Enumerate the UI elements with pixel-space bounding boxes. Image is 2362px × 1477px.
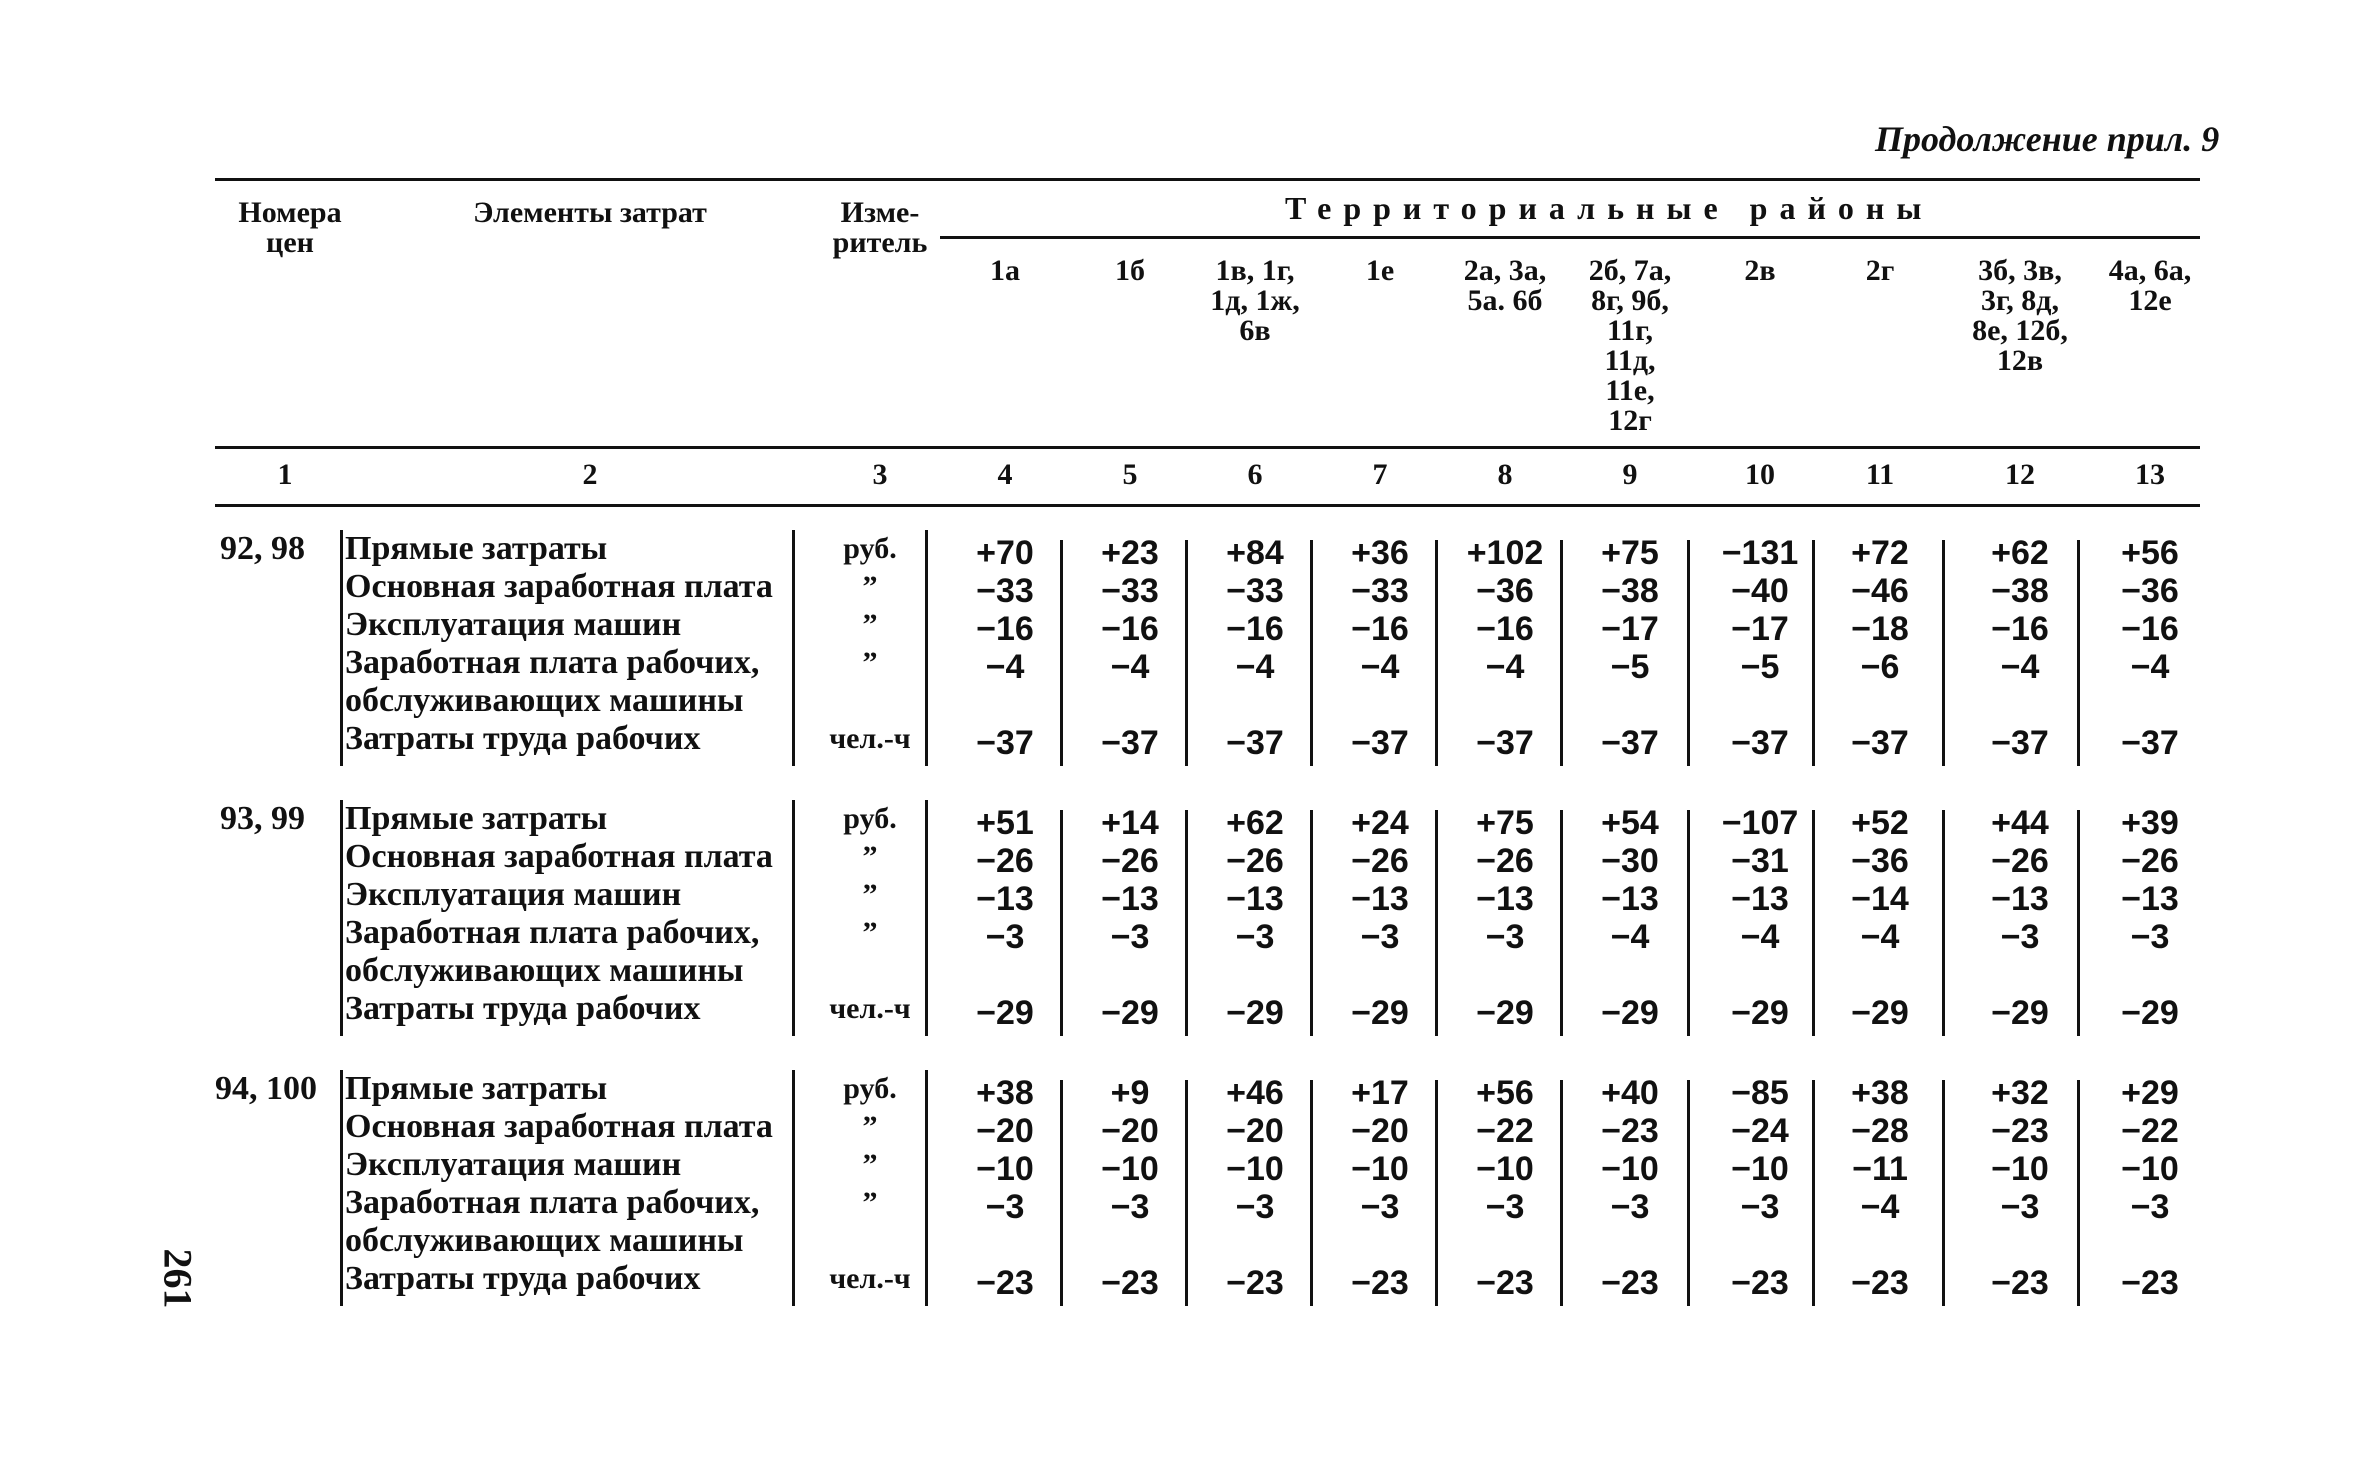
value-cell: −38	[1601, 572, 1659, 610]
value-cell: −17	[1731, 610, 1789, 648]
value-cell: −46	[1851, 572, 1909, 610]
unit-divider-right	[925, 1070, 928, 1306]
value-cell: −13	[1351, 880, 1409, 918]
value-cell: −3	[2000, 1188, 2040, 1226]
value-cell: −3	[1740, 1188, 1780, 1226]
value-column-divider	[1942, 810, 1945, 1036]
value-cell: −23	[1991, 1264, 2049, 1302]
value-cell: +102	[1466, 534, 1544, 572]
cost-element-label: Эксплуатация машин	[345, 876, 682, 913]
value-cell: −3	[1610, 1188, 1650, 1226]
value-cell: −3	[1110, 918, 1150, 956]
value-cell: −3	[1235, 1188, 1275, 1226]
header-unit: Изме- ритель	[832, 196, 928, 259]
cost-element-label: Заработная плата рабочих,	[345, 914, 760, 951]
unit-of-measure: ”	[862, 570, 878, 603]
value-cell: −23	[1601, 1264, 1659, 1302]
value-column-divider	[2077, 810, 2080, 1036]
value-cell: −23	[1476, 1264, 1534, 1302]
value-cell: −30	[1601, 842, 1659, 880]
value-column-divider	[1560, 1080, 1563, 1306]
value-cell: +70	[976, 534, 1034, 572]
value-cell: −26	[1226, 842, 1284, 880]
value-cell: −29	[1226, 994, 1284, 1032]
unit-of-measure: руб.	[843, 532, 897, 565]
value-cell: −10	[1351, 1150, 1409, 1188]
value-cell: −36	[1476, 572, 1534, 610]
column-number-rule	[215, 504, 2200, 507]
unit-of-measure: ”	[862, 878, 878, 911]
value-cell: +14	[1101, 804, 1159, 842]
value-cell: −3	[1485, 1188, 1525, 1226]
column-number: 8	[1497, 458, 1513, 491]
value-cell: −23	[2121, 1264, 2179, 1302]
value-cell: −3	[2130, 1188, 2170, 1226]
value-cell: −29	[1991, 994, 2049, 1032]
value-cell: −4	[1860, 1188, 1900, 1226]
value-column-divider	[1560, 810, 1563, 1036]
region-header: 1а	[990, 254, 1020, 287]
value-cell: +84	[1226, 534, 1284, 572]
value-cell: −33	[976, 572, 1034, 610]
column-number: 6	[1247, 458, 1263, 491]
region-header: 2в	[1744, 254, 1776, 287]
column-number: 1	[277, 458, 293, 491]
value-column-divider	[1687, 1080, 1690, 1306]
value-cell: −26	[976, 842, 1034, 880]
value-cell: −36	[1851, 842, 1909, 880]
value-cell: −6	[1860, 648, 1900, 686]
value-cell: −28	[1851, 1112, 1909, 1150]
header-elements: Элементы затрат	[473, 196, 707, 229]
value-cell: −13	[1101, 880, 1159, 918]
header-bottom-rule	[215, 446, 2200, 449]
value-cell: +24	[1351, 804, 1409, 842]
cost-element-label: Прямые затраты	[345, 800, 608, 837]
value-column-divider	[2077, 1080, 2080, 1306]
value-cell: −20	[1351, 1112, 1409, 1150]
value-cell: +75	[1601, 534, 1659, 572]
value-cell: +9	[1110, 1074, 1150, 1112]
unit-of-measure: чел.-ч	[829, 722, 911, 755]
unit-divider-right	[925, 800, 928, 1036]
cost-element-label: Затраты труда рабочих	[345, 1260, 701, 1297]
value-column-divider	[1812, 810, 1815, 1036]
value-cell: +56	[2121, 534, 2179, 572]
value-cell: −5	[1740, 648, 1780, 686]
value-cell: −26	[1101, 842, 1159, 880]
continuation-title: Продолжение прил. 9	[1875, 119, 2220, 159]
column-number: 7	[1372, 458, 1388, 491]
value-cell: +72	[1851, 534, 1909, 572]
cost-element-label: обслуживающих машины	[345, 1222, 744, 1259]
value-cell: −16	[1101, 610, 1159, 648]
unit-of-measure: ”	[862, 646, 878, 679]
unit-divider-left	[792, 800, 795, 1036]
cost-element-label: Эксплуатация машин	[345, 1146, 682, 1183]
value-column-divider	[1942, 540, 1945, 766]
value-column-divider	[1560, 540, 1563, 766]
value-column-divider	[1310, 810, 1313, 1036]
value-cell: −16	[2121, 610, 2179, 648]
unit-of-measure: руб.	[843, 802, 897, 835]
cost-element-label: Эксплуатация машин	[345, 606, 682, 643]
value-cell: −33	[1101, 572, 1159, 610]
value-cell: −23	[976, 1264, 1034, 1302]
value-column-divider	[1812, 540, 1815, 766]
cost-element-label: Затраты труда рабочих	[345, 720, 701, 757]
value-column-divider	[1185, 540, 1188, 766]
territory-rule	[940, 236, 2200, 239]
column-number: 5	[1122, 458, 1138, 491]
value-cell: −26	[1991, 842, 2049, 880]
price-numbers: 92, 98	[220, 530, 305, 567]
value-column-divider	[1185, 810, 1188, 1036]
unit-of-measure: ”	[862, 1110, 878, 1143]
value-column-divider	[1812, 1080, 1815, 1306]
value-cell: −85	[1731, 1074, 1789, 1112]
value-column-divider	[1060, 540, 1063, 766]
value-cell: −107	[1721, 804, 1799, 842]
cost-element-label: обслуживающих машины	[345, 952, 744, 989]
value-column-divider	[1687, 810, 1690, 1036]
value-cell: −10	[1476, 1150, 1534, 1188]
value-cell: −10	[1101, 1150, 1159, 1188]
value-cell: −13	[1731, 880, 1789, 918]
value-column-divider	[1435, 810, 1438, 1036]
value-column-divider	[1435, 540, 1438, 766]
value-cell: +46	[1226, 1074, 1284, 1112]
value-cell: −26	[2121, 842, 2179, 880]
value-cell: −26	[1476, 842, 1534, 880]
value-cell: −4	[1485, 648, 1525, 686]
value-cell: −29	[1351, 994, 1409, 1032]
value-cell: −37	[1101, 724, 1159, 762]
value-cell: −16	[1351, 610, 1409, 648]
value-cell: −5	[1610, 648, 1650, 686]
value-cell: −23	[1601, 1112, 1659, 1150]
value-cell: −23	[1351, 1264, 1409, 1302]
value-cell: −23	[1101, 1264, 1159, 1302]
value-cell: −36	[2121, 572, 2179, 610]
value-cell: −3	[1485, 918, 1525, 956]
value-cell: −20	[976, 1112, 1034, 1150]
value-cell: −4	[2130, 648, 2170, 686]
cost-element-label: Основная заработная плата	[345, 838, 773, 875]
value-cell: +17	[1351, 1074, 1409, 1112]
value-cell: −40	[1731, 572, 1789, 610]
value-column-divider	[1435, 1080, 1438, 1306]
value-cell: −16	[976, 610, 1034, 648]
value-cell: −10	[2121, 1150, 2179, 1188]
value-cell: −37	[1476, 724, 1534, 762]
value-cell: −4	[1235, 648, 1275, 686]
cost-element-label: Основная заработная плата	[345, 1108, 773, 1145]
value-cell: −3	[2130, 918, 2170, 956]
unit-of-measure: ”	[862, 1148, 878, 1181]
value-cell: −33	[1351, 572, 1409, 610]
value-cell: −20	[1101, 1112, 1159, 1150]
value-cell: +75	[1476, 804, 1534, 842]
value-cell: −29	[2121, 994, 2179, 1032]
value-cell: +39	[2121, 804, 2179, 842]
value-cell: +29	[2121, 1074, 2179, 1112]
value-cell: −10	[1991, 1150, 2049, 1188]
value-cell: −23	[1851, 1264, 1909, 1302]
value-cell: −23	[1991, 1112, 2049, 1150]
value-cell: −18	[1851, 610, 1909, 648]
cost-element-label: Затраты труда рабочих	[345, 990, 701, 1027]
value-cell: −33	[1226, 572, 1284, 610]
region-header: 4а, 6а, 12е	[2108, 254, 2192, 317]
unit-of-measure: чел.-ч	[829, 992, 911, 1025]
value-cell: −37	[2121, 724, 2179, 762]
value-cell: −37	[1226, 724, 1284, 762]
region-header: 1б	[1115, 254, 1145, 287]
cost-element-label: Заработная плата рабочих,	[345, 1184, 760, 1221]
price-numbers: 93, 99	[220, 800, 305, 837]
page-number: 261	[155, 1248, 201, 1309]
value-column-divider	[1185, 1080, 1188, 1306]
value-cell: +44	[1991, 804, 2049, 842]
value-column-divider	[1310, 540, 1313, 766]
value-cell: −16	[1226, 610, 1284, 648]
value-cell: −22	[1476, 1112, 1534, 1150]
value-cell: −26	[1351, 842, 1409, 880]
value-cell: −29	[976, 994, 1034, 1032]
cost-element-label: Заработная плата рабочих,	[345, 644, 760, 681]
value-column-divider	[1687, 540, 1690, 766]
value-cell: −13	[1226, 880, 1284, 918]
column-number: 2	[582, 458, 598, 491]
value-column-divider	[1942, 1080, 1945, 1306]
value-cell: −20	[1226, 1112, 1284, 1150]
value-cell: +51	[976, 804, 1034, 842]
unit-divider-right	[925, 530, 928, 766]
elements-bracket	[340, 530, 343, 766]
column-number: 9	[1622, 458, 1638, 491]
value-cell: +62	[1991, 534, 2049, 572]
table-top-rule	[215, 178, 2200, 181]
value-cell: −37	[976, 724, 1034, 762]
cost-element-label: Прямые затраты	[345, 1070, 608, 1107]
value-cell: −13	[1476, 880, 1534, 918]
column-number: 11	[1865, 458, 1895, 491]
value-cell: −3	[985, 1188, 1025, 1226]
value-cell: −29	[1476, 994, 1534, 1032]
region-header: 1в, 1г, 1д, 1ж, 6в	[1210, 254, 1300, 347]
value-cell: −13	[976, 880, 1034, 918]
value-cell: −131	[1721, 534, 1799, 572]
value-cell: −29	[1101, 994, 1159, 1032]
value-cell: +62	[1226, 804, 1284, 842]
unit-divider-left	[792, 1070, 795, 1306]
cost-element-label: Прямые затраты	[345, 530, 608, 567]
value-cell: −23	[1226, 1264, 1284, 1302]
elements-bracket	[340, 800, 343, 1036]
value-cell: −16	[1991, 610, 2049, 648]
value-column-divider	[2077, 540, 2080, 766]
value-cell: −3	[1235, 918, 1275, 956]
unit-of-measure: ”	[862, 840, 878, 873]
value-cell: −10	[1731, 1150, 1789, 1188]
value-cell: −11	[1852, 1150, 1908, 1188]
value-cell: −29	[1601, 994, 1659, 1032]
value-cell: −13	[1601, 880, 1659, 918]
region-header: 1е	[1365, 254, 1395, 287]
value-cell: +23	[1101, 534, 1159, 572]
cost-element-label: обслуживающих машины	[345, 682, 744, 719]
unit-of-measure: ”	[862, 608, 878, 641]
value-cell: −17	[1601, 610, 1659, 648]
value-cell: +38	[1851, 1074, 1909, 1112]
region-header: 2г	[1865, 254, 1895, 287]
value-cell: +38	[976, 1074, 1034, 1112]
value-column-divider	[1310, 1080, 1313, 1306]
value-cell: −22	[2121, 1112, 2179, 1150]
value-cell: −3	[985, 918, 1025, 956]
value-cell: −4	[1360, 648, 1400, 686]
unit-of-measure: чел.-ч	[829, 1262, 911, 1295]
value-cell: −10	[976, 1150, 1034, 1188]
value-cell: +36	[1351, 534, 1409, 572]
value-cell: −4	[1110, 648, 1150, 686]
value-column-divider	[1060, 810, 1063, 1036]
price-numbers: 94, 100	[215, 1070, 317, 1107]
elements-bracket	[340, 1070, 343, 1306]
column-number: 4	[997, 458, 1013, 491]
value-cell: −38	[1991, 572, 2049, 610]
region-header: 2а, 3а, 5а. 6б	[1463, 254, 1547, 317]
header-territory: Территориальные районы	[1285, 190, 1934, 226]
region-header: 2б, 7а, 8г, 9б, 11г, 11д, 11е, 12г	[1588, 254, 1672, 437]
value-cell: −4	[2000, 648, 2040, 686]
value-cell: −13	[2121, 880, 2179, 918]
unit-of-measure: руб.	[843, 1072, 897, 1105]
value-cell: −4	[985, 648, 1025, 686]
value-cell: +52	[1851, 804, 1909, 842]
value-cell: −29	[1851, 994, 1909, 1032]
value-cell: −29	[1731, 994, 1789, 1032]
value-cell: −31	[1731, 842, 1789, 880]
region-header: 3б, 3в, 3г, 8д, 8е, 12б, 12в	[1972, 254, 2068, 377]
value-cell: −37	[1731, 724, 1789, 762]
value-cell: −3	[2000, 918, 2040, 956]
value-cell: −24	[1731, 1112, 1789, 1150]
value-cell: −16	[1476, 610, 1534, 648]
value-cell: −37	[1851, 724, 1909, 762]
value-cell: +56	[1476, 1074, 1534, 1112]
value-cell: −3	[1360, 1188, 1400, 1226]
value-cell: −13	[1991, 880, 2049, 918]
column-number: 12	[2005, 458, 2035, 491]
column-number: 10	[1745, 458, 1775, 491]
value-cell: −37	[1601, 724, 1659, 762]
value-cell: −14	[1851, 880, 1909, 918]
value-cell: −37	[1991, 724, 2049, 762]
value-cell: −4	[1860, 918, 1900, 956]
header-prices: Номера цен	[238, 196, 342, 259]
value-cell: −4	[1740, 918, 1780, 956]
cost-element-label: Основная заработная плата	[345, 568, 773, 605]
value-cell: −3	[1360, 918, 1400, 956]
value-column-divider	[1060, 1080, 1063, 1306]
value-cell: −4	[1610, 918, 1650, 956]
value-cell: −10	[1601, 1150, 1659, 1188]
unit-of-measure: ”	[862, 1186, 878, 1219]
value-cell: −3	[1110, 1188, 1150, 1226]
value-cell: −23	[1731, 1264, 1789, 1302]
unit-of-measure: ”	[862, 916, 878, 949]
unit-divider-left	[792, 530, 795, 766]
value-cell: +40	[1601, 1074, 1659, 1112]
value-cell: −10	[1226, 1150, 1284, 1188]
value-cell: +32	[1991, 1074, 2049, 1112]
column-number: 3	[872, 458, 888, 491]
column-number: 13	[2135, 458, 2165, 491]
value-cell: −37	[1351, 724, 1409, 762]
value-cell: +54	[1601, 804, 1659, 842]
